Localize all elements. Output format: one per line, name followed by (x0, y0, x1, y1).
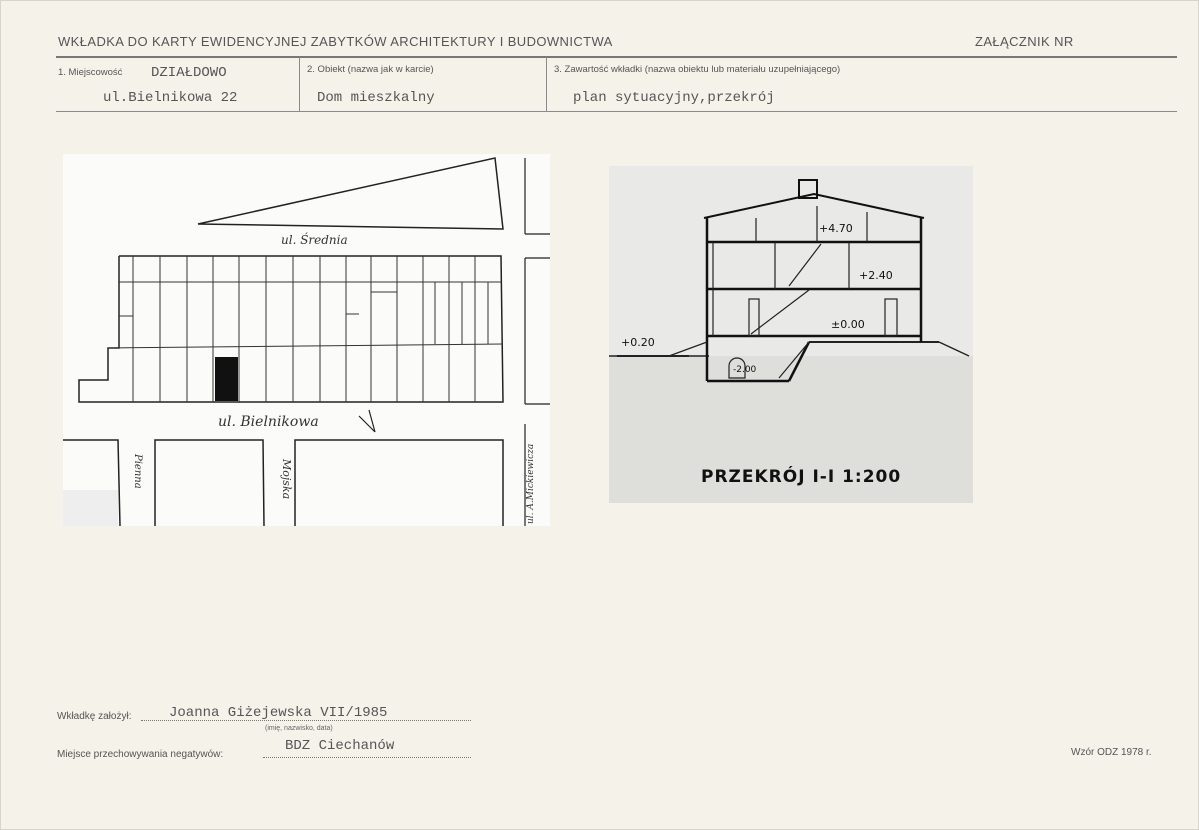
founder-value: Joanna Giżejewska VII/1985 (169, 705, 388, 721)
cross-section-drawing (609, 166, 973, 503)
place-value: DZIAŁDOWO (151, 65, 227, 81)
site-plan-drawing (63, 154, 550, 526)
street-label-mickiewicza: ul. A.Mickiewicza (526, 443, 536, 524)
address-value: ul.Bielnikowa 22 (103, 90, 238, 106)
section-caption: PRZEKRÓJ I-I 1:200 (701, 467, 902, 487)
street-label-bielnikowa: ul. Bielnikowa (218, 414, 319, 430)
level-label: +0.20 (621, 336, 655, 349)
object-value: Dom mieszkalny (317, 90, 435, 106)
street-label-srednia: ul. Średnia (281, 233, 348, 247)
cross-section-photo (609, 166, 973, 503)
storage-value: BDZ Ciechanów (285, 738, 395, 754)
attachment-number-label: ZAŁĄCZNIK NR (975, 34, 1074, 49)
level-label: -2.00 (733, 365, 757, 375)
site-plan-photo (63, 154, 550, 526)
field-divider (299, 57, 300, 111)
form-version: Wzór ODZ 1978 r. (1071, 747, 1152, 758)
level-label: ±0.00 (831, 318, 865, 331)
header-rule (56, 56, 1177, 58)
content-label: 3. Zawartość wkładki (nazwa obiektu lub materiału uzupełniającego) (554, 64, 841, 75)
fields-rule (56, 111, 1177, 112)
level-label: +4.70 (819, 222, 853, 235)
founder-label: Wkładkę założył: (57, 711, 132, 722)
content-value: plan sytuacyjny,przekrój (573, 90, 775, 106)
storage-dotted-line (263, 757, 471, 758)
object-label: 2. Obiekt (nazwa jak w karcie) (307, 64, 434, 75)
field-divider (546, 57, 547, 111)
street-label-middle: Mojska (280, 459, 293, 500)
storage-label: Miejsce przechowywania negatywów: (57, 749, 224, 760)
place-label: 1. Miejscowość (58, 67, 123, 78)
sheet-title: WKŁADKA DO KARTY EWIDENCYJNEJ ZABYTKÓW ARCHITEKTURY I BUDOWNICTWA (58, 34, 613, 49)
level-label: +2.40 (859, 269, 893, 282)
building-marker (215, 357, 238, 401)
founder-hint: (imię, nazwisko, data) (265, 725, 333, 732)
street-label-left: Pienna (132, 454, 143, 489)
